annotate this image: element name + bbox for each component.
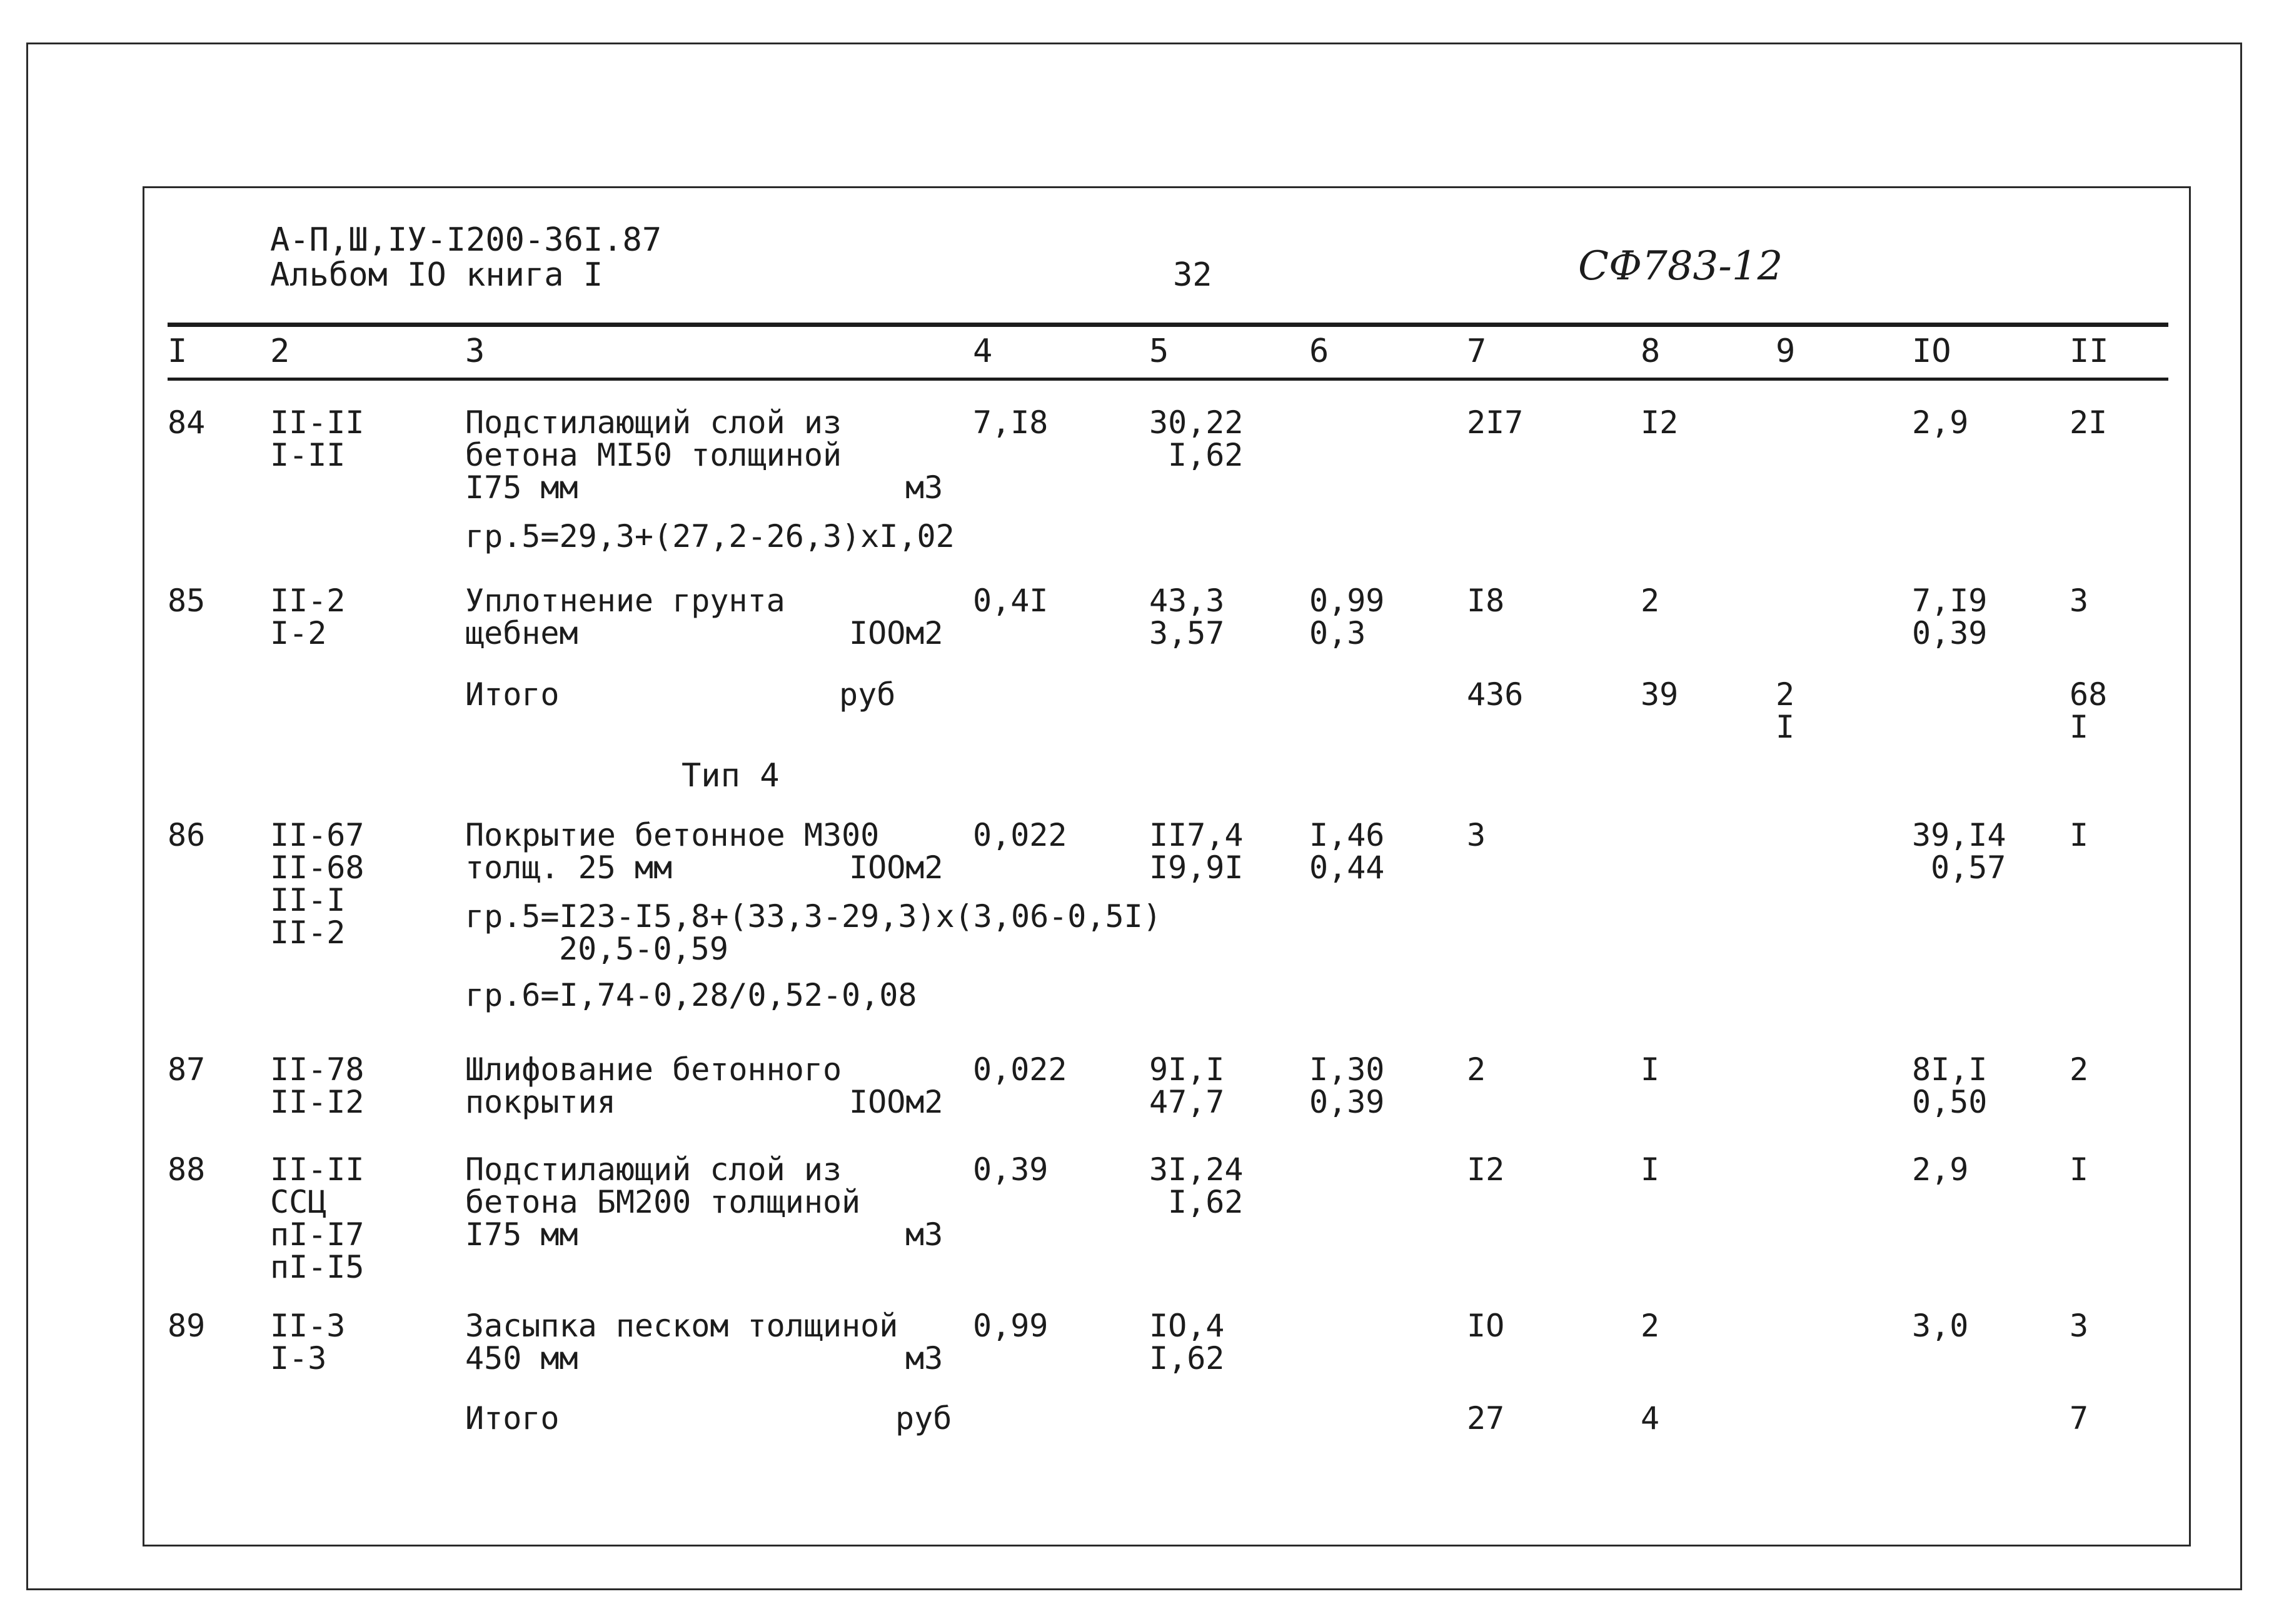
norm-code: II-2 xyxy=(270,583,346,619)
cell-col6: 0,99 xyxy=(1309,583,1385,619)
table-top-rule xyxy=(168,323,2168,327)
cell-col8: 2 xyxy=(1641,583,1660,619)
cell-col7: 3 xyxy=(1467,817,1486,853)
cell-col7: I8 xyxy=(1467,583,1505,619)
cell-col4: 7,I8 xyxy=(973,404,1049,441)
norm-code: II-78 xyxy=(270,1051,365,1088)
calc-formula: 20,5-0,59 xyxy=(559,931,728,967)
column-header: 7 xyxy=(1467,333,1487,370)
cell-col5: 47,7 xyxy=(1149,1084,1225,1120)
cell-col8: I xyxy=(1641,1151,1660,1188)
work-description: покрытия xyxy=(465,1084,616,1120)
norm-code: II-3 xyxy=(270,1308,346,1344)
work-description: I75 мм xyxy=(465,1216,578,1253)
cell-col4: 0,022 xyxy=(973,817,1067,853)
cell-col8: I xyxy=(1641,1051,1660,1088)
work-description: Засыпка песком толщиной xyxy=(465,1308,898,1344)
cell-col11: I xyxy=(2070,709,2089,745)
column-header: 8 xyxy=(1641,333,1661,370)
work-description: Уплотнение грунта xyxy=(465,583,785,619)
norm-code: II-II xyxy=(270,404,365,441)
total-label: Итого xyxy=(465,1400,560,1436)
cell-col4: 0,022 xyxy=(973,1051,1067,1088)
work-description: бетона МI50 толщиной xyxy=(465,437,842,473)
cell-col4: 0,4I xyxy=(973,583,1049,619)
unit-of-measure: IOOм2 xyxy=(849,615,943,651)
cell-col11: 2I xyxy=(2070,404,2108,441)
cell-col11: I xyxy=(2070,1151,2089,1188)
row-number: 88 xyxy=(168,1151,206,1188)
unit-of-measure: м3 xyxy=(905,1340,943,1376)
cell-col5: 30,22 xyxy=(1149,404,1244,441)
unit-of-measure: IOOм2 xyxy=(849,1084,943,1120)
cell-col8: 2 xyxy=(1641,1308,1660,1344)
work-description: бетона БМ200 толщиной xyxy=(465,1184,861,1220)
cell-col11: 3 xyxy=(2070,583,2089,619)
norm-code: I-II xyxy=(270,437,346,473)
cell-col11: 3 xyxy=(2070,1308,2089,1344)
cell-col5: 3I,24 xyxy=(1149,1151,1244,1188)
row-number: 85 xyxy=(168,583,206,619)
work-description: толщ. 25 мм xyxy=(465,850,673,886)
cell-col5: I,62 xyxy=(1149,1340,1225,1376)
row-number: 87 xyxy=(168,1051,206,1088)
column-header-rule xyxy=(168,378,2168,381)
cell-col10: 2,9 xyxy=(1912,404,1969,441)
work-description: Покрытие бетонное М300 xyxy=(465,817,880,853)
cell-col7: I2 xyxy=(1467,1151,1505,1188)
norm-code: I-2 xyxy=(270,615,327,651)
norm-code: II-67 xyxy=(270,817,365,853)
column-header: 5 xyxy=(1149,333,1169,370)
cell-col5: I,62 xyxy=(1168,1184,1244,1220)
norm-code: ССЦ xyxy=(270,1184,327,1220)
total-unit: руб xyxy=(839,676,896,713)
cell-col6: 0,39 xyxy=(1309,1084,1385,1120)
cell-col7: 27 xyxy=(1467,1400,1505,1436)
cell-col10: 39,I4 xyxy=(1912,817,2006,853)
norm-code: II-2 xyxy=(270,915,346,951)
unit-of-measure: м3 xyxy=(905,469,943,506)
cell-col7: 2I7 xyxy=(1467,404,1524,441)
column-header: II xyxy=(2070,333,2109,370)
page-number: 32 xyxy=(1173,256,1212,294)
norm-code: II-II xyxy=(270,1151,365,1188)
cell-col11: 7 xyxy=(2070,1400,2089,1436)
cell-col9: 2 xyxy=(1776,676,1795,713)
work-description: Шлифование бетонного xyxy=(465,1051,842,1088)
unit-of-measure: IOOм2 xyxy=(849,850,943,886)
column-header: I xyxy=(168,333,188,370)
cell-col10: 2,9 xyxy=(1912,1151,1969,1188)
cell-col5: 3,57 xyxy=(1149,615,1225,651)
cell-col10: 3,0 xyxy=(1912,1308,1969,1344)
sheet-code: СФ783-12 xyxy=(1578,243,1783,289)
cell-col9: I xyxy=(1776,709,1795,745)
cell-col5: 43,3 xyxy=(1149,583,1225,619)
norm-code: II-I xyxy=(270,882,346,918)
doc-code: А-П,Ш,IУ-I200-36I.87 xyxy=(270,221,662,259)
cell-col6: 0,3 xyxy=(1309,615,1366,651)
work-description: Подстилающий слой из xyxy=(465,404,842,441)
cell-col4: 0,99 xyxy=(973,1308,1049,1344)
cell-col5: 9I,I xyxy=(1149,1051,1225,1088)
column-header: 6 xyxy=(1309,333,1329,370)
norm-code: пI-I7 xyxy=(270,1216,365,1253)
cell-col7: 2 xyxy=(1467,1051,1486,1088)
cell-col6: I,46 xyxy=(1309,817,1385,853)
cell-col10: 0,50 xyxy=(1912,1084,1988,1120)
cell-col6: I,30 xyxy=(1309,1051,1385,1088)
calc-formula: гр.5=I23-I5,8+(33,3-29,3)х(3,06-0,5I) xyxy=(465,898,1162,935)
cell-col5: II7,4 xyxy=(1149,817,1244,853)
calc-formula: гр.5=29,3+(27,2-26,3)хI,02 xyxy=(465,518,955,554)
cell-col5: I,62 xyxy=(1168,437,1244,473)
norm-code: II-I2 xyxy=(270,1084,365,1120)
norm-code: II-68 xyxy=(270,850,365,886)
column-header: IO xyxy=(1912,333,1951,370)
cell-col10: 7,I9 xyxy=(1912,583,1988,619)
cell-col11: 68 xyxy=(2070,676,2108,713)
column-header: 9 xyxy=(1776,333,1796,370)
norm-code: пI-I5 xyxy=(270,1249,365,1285)
cell-col10: 8I,I xyxy=(1912,1051,1988,1088)
row-number: 89 xyxy=(168,1308,206,1344)
unit-of-measure: м3 xyxy=(905,1216,943,1253)
norm-code: I-3 xyxy=(270,1340,327,1376)
cell-col8: I2 xyxy=(1641,404,1679,441)
section-title: Тип 4 xyxy=(682,757,780,794)
row-number: 84 xyxy=(168,404,206,441)
cell-col5: I9,9I xyxy=(1149,850,1244,886)
cell-col7: IO xyxy=(1467,1308,1505,1344)
cell-col6: 0,44 xyxy=(1309,850,1385,886)
column-header: 2 xyxy=(270,333,290,370)
cell-col8: 4 xyxy=(1641,1400,1660,1436)
work-description: Подстилающий слой из xyxy=(465,1151,842,1188)
cell-col10: 0,39 xyxy=(1912,615,1988,651)
cell-col10: 0,57 xyxy=(1931,850,2006,886)
work-description: 450 мм xyxy=(465,1340,578,1376)
total-label: Итого xyxy=(465,676,560,713)
cell-col7: 436 xyxy=(1467,676,1524,713)
row-number: 86 xyxy=(168,817,206,853)
total-unit: руб xyxy=(895,1400,952,1436)
calc-formula: гр.6=I,74-0,28/0,52-0,08 xyxy=(465,977,917,1013)
column-header: 4 xyxy=(973,333,993,370)
cell-col5: IO,4 xyxy=(1149,1308,1225,1344)
album-label: Альбом IO книга I xyxy=(270,256,603,294)
work-description: I75 мм xyxy=(465,469,578,506)
cell-col4: 0,39 xyxy=(973,1151,1049,1188)
column-header: 3 xyxy=(465,333,485,370)
work-description: щебнем xyxy=(465,615,578,651)
cell-col8: 39 xyxy=(1641,676,1679,713)
cell-col11: 2 xyxy=(2070,1051,2089,1088)
cell-col11: I xyxy=(2070,817,2089,853)
